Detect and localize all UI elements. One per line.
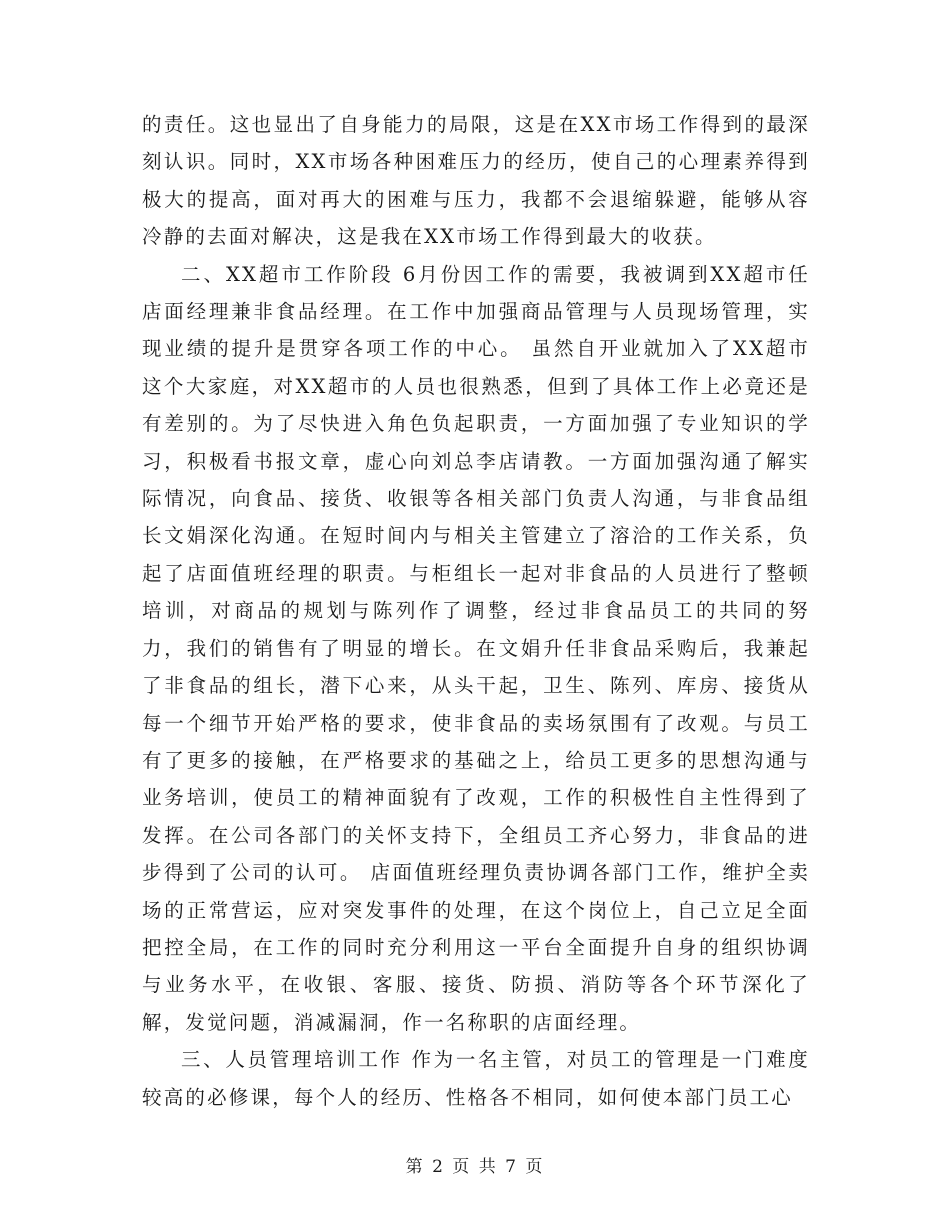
page-number-footer: 第 2 页 共 7 页 xyxy=(405,1157,545,1177)
paragraph-1: 的责任。这也显出了自身能力的局限，这是在XX市场工作得到的最深刻认识。同时，XX市场各种困难压力的经历，使自己的心理素养得到极大的提高，面对再大的困难与压力，我都不会退缩躲避，能够从容冷静的去面对解决，这是我在XX市场工作得到最大的收获。 xyxy=(142,113,810,249)
paragraph-2: 二、XX超市工作阶段 6月份因工作的需要，我被调到XX超市任店面经理兼非食品经理。在工作中加强商品管理与人员现场管理，实现业绩的提升是贯穿各项工作的中心。 虽然自开业就加入了XX超市这个大家庭，对XX超市的人员也很熟悉，但到了具体工作上必竟还是有差别的。为了尽快进入角色负起职责，一方面加强了专业知识的学习，积极看书报文章，虚心向刘总李店请教。一方面加强沟通了解实际情况，向食品、接货、收银等各相关部门负责人沟通，与非食品组长文娟深化沟通。在短时间内与相关主管建立了溶洽的工作关系，负起了店面值班经理的职责。与柜组长一起对非食品的人员进行了整顿培训，对商品的规划与陈列作了调整，经过非食品员工的共同的努力，我们的销售有了明显的增长。在文娟升任非食品采购后，我兼起了非食品的组长，潜下心来，从头干起，卫生、陈列、库房、接货从每一个细节开始严格的要求，使非食品的卖场氛围有了改观。与员工有了更多的接触，在严格要求的基础之上，给员工更多的思想沟通与业务培训，使员工的精神面貌有了改观，工作的积极性自主性得到了发挥。在公司各部门的关怀支持下，全组员工齐心努力，非食品的进步得到了公司的认可。 店面值班经理负责协调各部门工作，维护全卖场的正常营运，应对突发事件的处理，在这个岗位上，自己立足全面把控全局，在工作的同时充分利用这一平台全面提升自身的组织协调与业务水平，在收银、客服、接货、防损、消防等各个环节深化了解，发觉问题，消减漏洞，作一名称职的店面经理。 xyxy=(142,262,810,1034)
document-body xyxy=(142,106,810,1116)
paragraph-3: 三、人员管理培训工作 作为一名主管，对员工的管理是一门难度较高的必修课，每个人的经历、性格各不相同，如何使本部门员工心 xyxy=(142,1048,810,1109)
